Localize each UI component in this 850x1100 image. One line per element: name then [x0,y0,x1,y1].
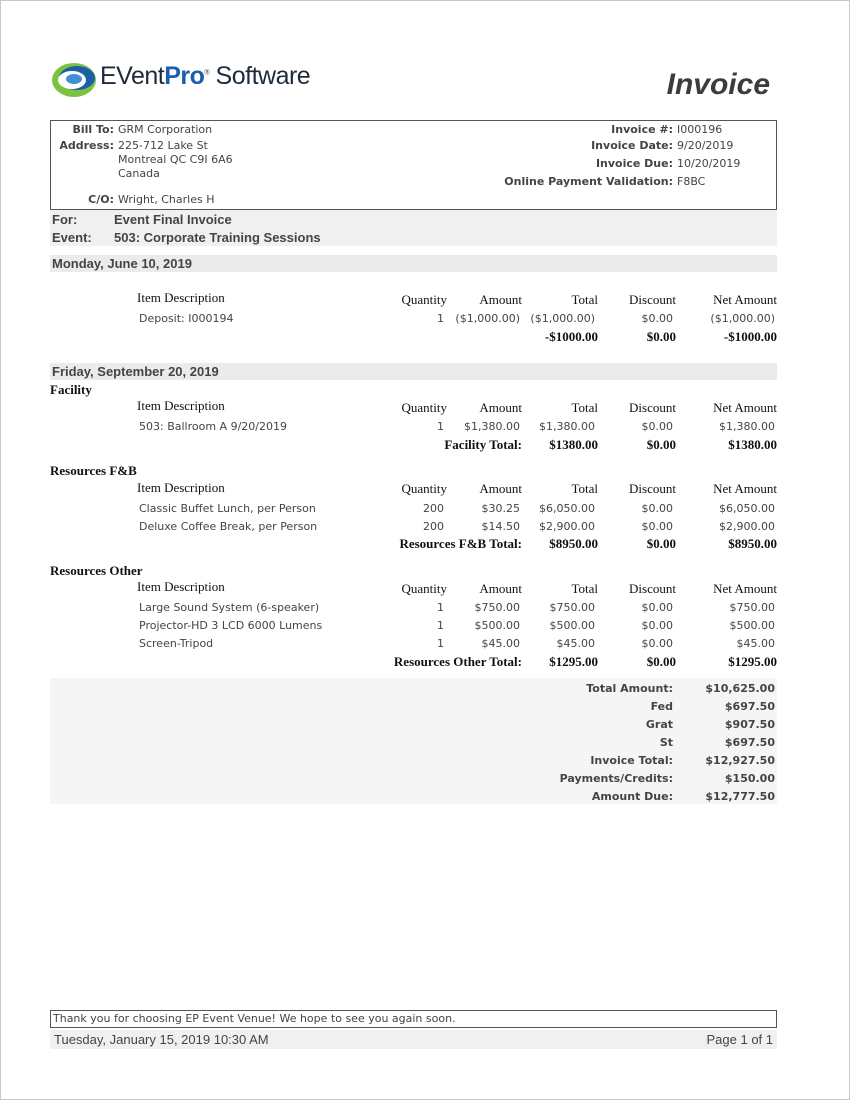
summary-label: Grat [645,718,673,731]
other-total: $1295.00 [549,654,598,669]
bill-to-value: GRM Corporation [118,123,213,136]
col-header-amount: Amount [479,292,522,307]
for-value: Event Final Invoice [114,212,232,227]
summary-label: Fed [650,700,673,713]
col-header-quantity: Quantity [401,481,447,496]
line-item-description: 503: Ballroom A 9/20/2019 [139,420,287,433]
address-label: Address: [59,139,114,152]
line-item-amount: $45.00 [481,637,520,650]
day-1-total: -$1000.00 [544,329,598,344]
col-header-quantity: Quantity [401,400,447,415]
line-item-quantity: 1 [437,312,444,325]
address-line-1: 225-712 Lake St [118,139,208,152]
fb-net-total: $8950.00 [728,536,777,551]
col-header-total: Total [571,292,598,307]
facility-total: $1380.00 [549,437,598,452]
line-item-net: $6,050.00 [719,502,775,515]
other-discount-total: $0.00 [646,654,676,669]
line-item-discount: $0.00 [641,502,673,515]
col-header-description: Item Description [137,290,225,305]
col-header-discount: Discount [629,581,676,596]
co-label: C/O: [88,193,114,206]
line-item-description: Deposit: I000194 [139,312,234,325]
col-header-total: Total [571,400,598,415]
day-1-net-total: -$1000.00 [723,329,777,344]
line-item-amount: $14.50 [481,520,520,533]
summary-label: Amount Due: [591,790,673,803]
document-title: Invoice [666,68,770,101]
date-band-day-2: Friday, September 20, 2019 [50,363,777,380]
summary-label: Invoice Total: [590,754,673,767]
line-item-discount: $0.00 [641,520,673,533]
invoice-date: 9/20/2019 [677,139,734,152]
line-item-quantity: 1 [437,619,444,632]
event-label: Event: [52,230,92,245]
line-item-amount: $30.25 [481,502,520,515]
col-header-amount: Amount [479,400,522,415]
page-number: Page 1 of 1 [706,1032,773,1047]
day-1-discount-total: $0.00 [646,329,676,344]
invoice-due: 10/20/2019 [677,157,741,170]
facility-total-label: Facility Total: [444,437,522,452]
summary-value: $10,625.00 [705,682,775,695]
event-value: 503: Corporate Training Sessions [114,230,321,245]
line-item-net: $750.00 [729,601,775,614]
col-header-description: Item Description [137,398,225,413]
line-item-discount: $0.00 [641,601,673,614]
for-label: For: [52,212,78,227]
section-title-facility: Facility [50,382,92,397]
summary-label: St [659,736,673,749]
amount-due-value: $12,777.50 [705,790,775,803]
invoice-due-label: Invoice Due: [595,157,673,170]
line-item-quantity: 200 [423,502,444,515]
footer-message-box [50,1010,777,1028]
col-header-discount: Discount [629,400,676,415]
footer-message: Thank you for choosing EP Event Venue! We hope to see you again soon. [53,1012,456,1025]
section-title-fb: Resources F&B [50,463,137,478]
summary-value: $150.00 [724,772,775,785]
col-header-quantity: Quantity [401,581,447,596]
other-total-label: Resources Other Total: [393,654,522,669]
col-header-amount: Amount [479,481,522,496]
line-item-description: Deluxe Coffee Break, per Person [139,520,318,533]
line-item-description: Screen-Tripod [139,637,214,650]
line-item-total: $500.00 [549,619,595,632]
address-line-3: Canada [118,167,160,180]
fb-total-label: Resources F&B Total: [399,536,522,551]
line-item-total: ($1,000.00) [530,312,595,325]
line-item-net: $2,900.00 [719,520,775,533]
line-item-total: $750.00 [549,601,595,614]
line-item-amount: $1,380.00 [464,420,520,433]
other-net-total: $1295.00 [728,654,777,669]
line-item-quantity: 1 [437,420,444,433]
date-band-day-1: Monday, June 10, 2019 [50,255,777,272]
summary-value: $12,927.50 [705,754,775,767]
col-header-discount: Discount [629,292,676,307]
co-value: Wright, Charles H [118,193,215,206]
facility-net-total: $1380.00 [728,437,777,452]
line-item-discount: $0.00 [641,312,673,325]
summary-value: $697.50 [724,736,775,749]
line-item-net: $1,380.00 [719,420,775,433]
line-item-amount: $500.00 [474,619,520,632]
col-header-total: Total [571,581,598,596]
footer-band [50,1030,777,1049]
online-payment-validation-label: Online Payment Validation: [504,175,673,188]
line-item-discount: $0.00 [641,619,673,632]
line-item-amount: ($1,000.00) [455,312,520,325]
col-header-net-amount: Net Amount [713,292,777,307]
line-item-net: $45.00 [736,637,775,650]
line-item-discount: $0.00 [641,420,673,433]
summary-value: $697.50 [724,700,775,713]
col-header-description: Item Description [137,480,225,495]
address-line-2: Montreal QC C9I 6A6 [118,153,233,166]
line-item-net: $500.00 [729,619,775,632]
line-item-total: $2,900.00 [539,520,595,533]
col-header-total: Total [571,481,598,496]
line-item-total: $6,050.00 [539,502,595,515]
line-item-quantity: 200 [423,520,444,533]
fb-total: $8950.00 [549,536,598,551]
col-header-quantity: Quantity [401,292,447,307]
col-header-description: Item Description [137,579,225,594]
summary-label: Payments/Credits: [559,772,673,785]
line-item-description: Large Sound System (6-speaker) [139,601,320,614]
logo-text: EVentPro® Software [100,62,311,90]
invoice-date-label: Invoice Date: [591,139,673,152]
col-header-net-amount: Net Amount [713,400,777,415]
line-item-total: $1,380.00 [539,420,595,433]
line-item-total: $45.00 [556,637,595,650]
footer-timestamp: Tuesday, January 15, 2019 10:30 AM [54,1032,269,1047]
line-item-description: Classic Buffet Lunch, per Person [139,502,316,515]
invoice-number: I000196 [677,123,723,136]
col-header-net-amount: Net Amount [713,481,777,496]
line-item-quantity: 1 [437,637,444,650]
summary-label: Total Amount: [586,682,673,695]
col-header-amount: Amount [479,581,522,596]
line-item-discount: $0.00 [641,637,673,650]
line-item-quantity: 1 [437,601,444,614]
line-item-amount: $750.00 [474,601,520,614]
col-header-net-amount: Net Amount [713,581,777,596]
line-item-net: ($1,000.00) [710,312,775,325]
col-header-discount: Discount [629,481,676,496]
line-item-description: Projector-HD 3 LCD 6000 Lumens [139,619,323,632]
facility-discount-total: $0.00 [646,437,676,452]
summary-value: $907.50 [724,718,775,731]
section-title-other: Resources Other [50,563,143,578]
invoice-number-label: Invoice #: [611,123,673,136]
fb-discount-total: $0.00 [646,536,676,551]
online-payment-validation: F8BC [677,175,706,188]
bill-to-label: Bill To: [72,123,114,136]
